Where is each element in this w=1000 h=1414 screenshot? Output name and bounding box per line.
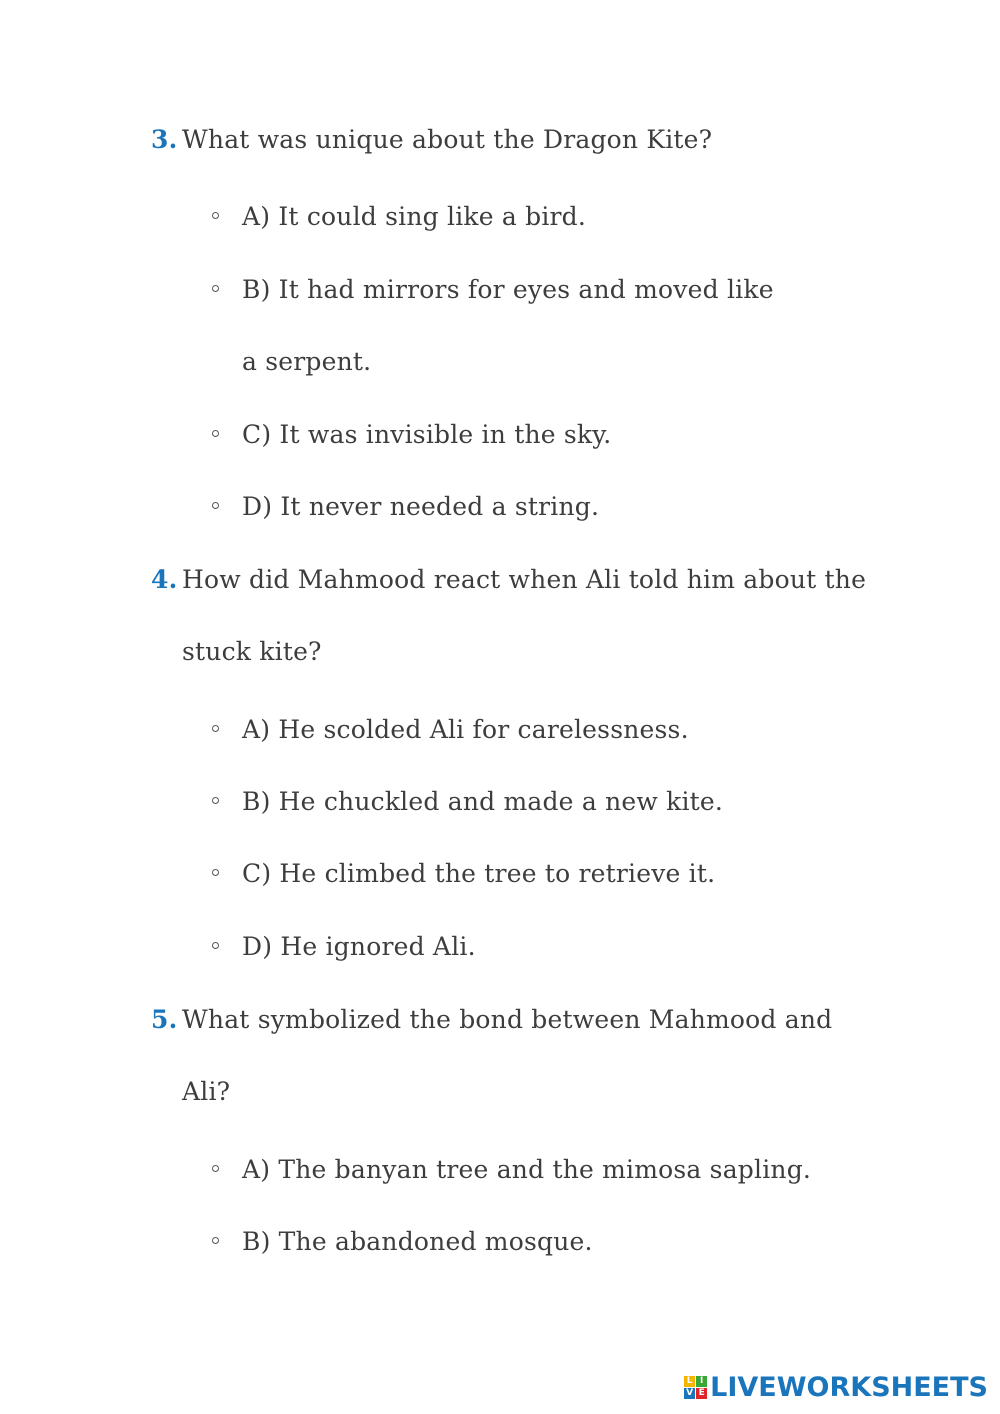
option-4a <box>212 694 812 766</box>
option-text: B) He chuckled and made a new kite. <box>242 787 724 816</box>
question-number: 5. <box>151 1005 178 1034</box>
question-5 <box>151 984 841 1128</box>
option-4b <box>212 766 812 838</box>
liveworksheets-logo[interactable] <box>684 1370 988 1404</box>
option-text: C) He climbed the tree to retrieve it. <box>242 859 716 888</box>
option-text: A) It could sing like a bird. <box>242 202 587 231</box>
option-text: B) The abandoned mosque. <box>242 1227 593 1256</box>
option-3c <box>212 399 812 471</box>
liveworksheets-logo-icon: L I V E <box>684 1376 707 1399</box>
option-5a <box>212 1134 812 1206</box>
option-text: A) The banyan tree and the mimosa sapling. <box>242 1155 812 1184</box>
question-3 <box>151 104 871 176</box>
option-text: A) He scolded Ali for carelessness. <box>242 715 689 744</box>
question-number: 3. <box>151 125 178 154</box>
circle-bullet-icon <box>212 869 219 876</box>
option-4d <box>212 911 812 983</box>
circle-bullet-icon <box>212 942 219 949</box>
option-3a <box>212 181 812 253</box>
option-text: D) It never needed a string. <box>242 492 600 521</box>
option-text: D) He ignored Ali. <box>242 932 476 961</box>
circle-bullet-icon <box>212 285 219 292</box>
option-text: C) It was invisible in the sky. <box>242 420 612 449</box>
circle-bullet-icon <box>212 797 219 804</box>
circle-bullet-icon <box>212 1237 219 1244</box>
option-4c <box>212 838 812 910</box>
question-4 <box>151 544 871 688</box>
question-text: How did Mahmood react when Ali told him about the stuck kite? <box>182 565 867 666</box>
option-5b <box>212 1206 812 1278</box>
circle-bullet-icon <box>212 212 219 219</box>
question-text: What symbolized the bond between Mahmood and Ali? <box>182 1005 833 1106</box>
logo-text: LIVEWORKSHEETS <box>710 1371 988 1403</box>
option-3d <box>212 471 812 543</box>
option-text: B) It had mirrors for eyes and moved like a serpent. <box>242 275 774 376</box>
circle-bullet-icon <box>212 502 219 509</box>
circle-bullet-icon <box>212 725 219 732</box>
circle-bullet-icon <box>212 430 219 437</box>
option-3b <box>212 254 782 398</box>
circle-bullet-icon <box>212 1165 219 1172</box>
question-number: 4. <box>151 565 178 594</box>
question-text: What was unique about the Dragon Kite? <box>182 125 713 154</box>
